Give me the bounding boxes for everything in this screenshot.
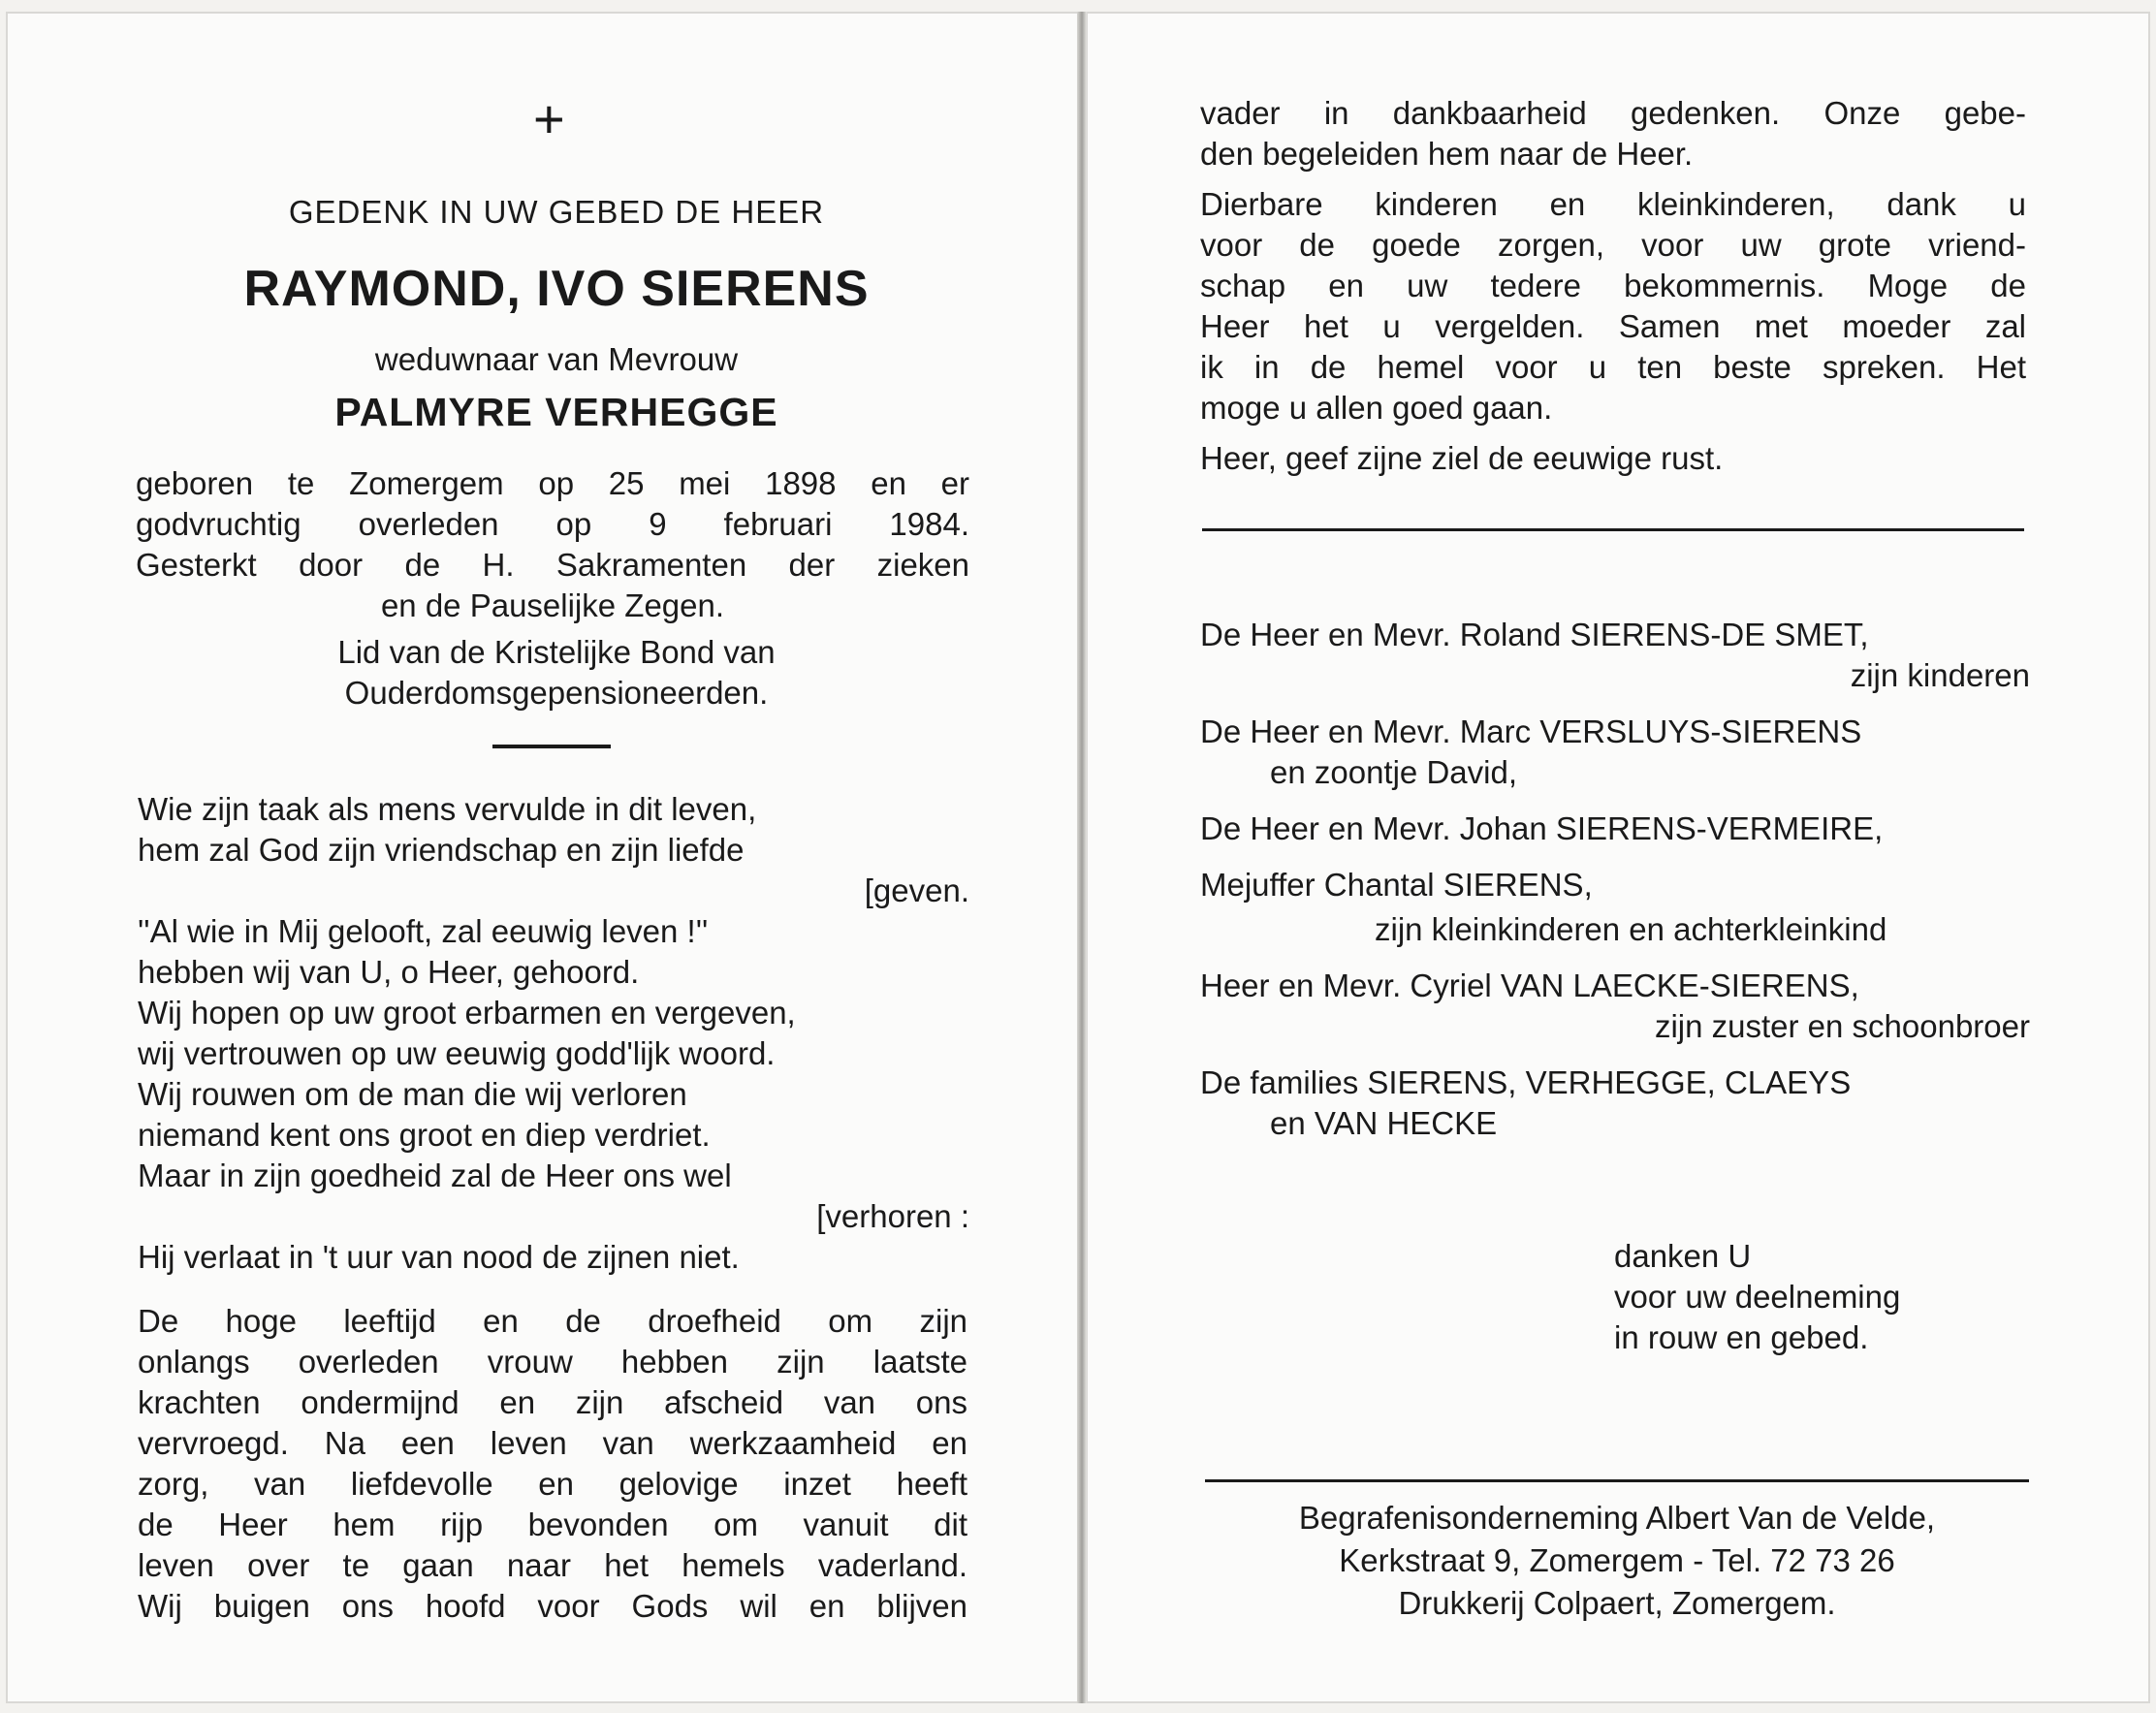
long-divider	[1202, 528, 2024, 531]
eulogy-line: Wij buigen ons hoofd voor Gods wil en blijven	[138, 1588, 967, 1624]
family-relation: zijn kinderen	[1850, 657, 2030, 693]
thanks-line: voor uw deelneming	[1614, 1279, 1901, 1315]
poem-line: [verhoren :	[816, 1198, 969, 1234]
eulogy-continuation	[1200, 93, 2026, 174]
eulogy-line: den begeleiden hem naar de Heer.	[1200, 136, 1694, 172]
birth-line: en de Pauselijke Zegen.	[380, 587, 725, 623]
cross-icon: +	[533, 88, 565, 149]
family-relation: en zoontje David,	[1270, 754, 1517, 790]
widower-line: weduwnaar van Mevrouw	[374, 341, 739, 377]
children-line: ik in de hemel voor u ten beste spreken. Het	[1200, 349, 2026, 385]
eulogy-line: vervroegd. Na een leven van werkzaamheid en	[138, 1425, 967, 1461]
spouse-name: PALMYRE VERHEGGE	[334, 390, 778, 434]
eulogy-line: de Heer hem rijp bevonden om vanuit dit	[138, 1507, 967, 1542]
prayer-line: Heer, geef zijne ziel de eeuwige rust.	[1200, 440, 1724, 476]
family-entry: De Heer en Mevr. Marc VERSLUYS-SIERENS	[1200, 714, 1862, 749]
family-list	[1200, 615, 2030, 1144]
remembrance-heading: GEDENK IN UW GEBED DE HEER	[288, 194, 825, 230]
deceased-name: RAYMOND, IVO SIERENS	[243, 261, 870, 317]
children-line: Dierbare kinderen en kleinkinderen, dank u	[1200, 186, 2026, 222]
birth-line: geboren te Zomergem op 25 mei 1898 en er	[136, 465, 969, 501]
poem-line: niemand kent ons groot en diep verdriet.	[138, 1117, 711, 1153]
family-relation: zijn kleinkinderen en achterkleinkind	[1375, 911, 1887, 947]
eulogy-line: krachten ondermijnd en zijn afscheid van ons	[138, 1384, 967, 1420]
address-line: Kerkstraat 9, Zomergem - Tel. 72 73 26	[1339, 1542, 1895, 1578]
family-entry: De families SIERENS, VERHEGGE, CLAEYS	[1200, 1064, 1852, 1100]
membership-line: Ouderdomsgepensioneerden.	[344, 675, 769, 711]
poem-line: Wij rouwen om de man die wij verloren	[138, 1076, 687, 1112]
eulogy-line: onlangs overleden vrouw hebben zijn laatste	[138, 1344, 967, 1380]
eulogy-line: De hoge leeftijd en de droefheid om zijn	[138, 1303, 967, 1339]
children-line: moge u allen goed gaan.	[1200, 390, 1553, 426]
eulogy-line: vader in dankbaarheid gedenken. Onze gebe-	[1200, 95, 2026, 131]
family-entry: De Heer en Mevr. Roland SIERENS-DE SMET,	[1200, 617, 1869, 652]
undertaker-line: Begrafenisonderneming Albert Van de Velde,	[1298, 1500, 1936, 1536]
poem-line: Wij hopen op uw groot erbarmen en vergeven,	[138, 995, 796, 1031]
short-divider	[492, 745, 611, 748]
poem-line: wij vertrouwen op uw eeuwig godd'lijk woord.	[138, 1035, 776, 1071]
family-relation: zijn zuster en schoonbroer	[1654, 1008, 2030, 1044]
printer-credits	[1181, 1497, 2053, 1625]
poem-line: hebben wij van U, o Heer, gehoord.	[138, 954, 640, 990]
thanks-line: in rouw en gebed.	[1614, 1319, 1869, 1355]
membership-line: Lid van de Kristelijke Bond van	[337, 634, 776, 670]
children-line: Heer het u vergelden. Samen met moeder zal	[1200, 308, 2026, 344]
birth-death-block	[136, 463, 969, 626]
poem-line: Wie zijn taak als mens vervulde in dit leven,	[138, 791, 757, 827]
birth-line: godvruchtig overleden op 9 februari 1984.	[136, 506, 969, 542]
family-relation: en VAN HECKE	[1270, 1105, 1498, 1141]
footer-divider	[1205, 1479, 2029, 1482]
children-line: schap en uw tedere bekommernis. Moge de	[1200, 268, 2026, 303]
poem-line: Hij verlaat in 't uur van nood de zijnen niet.	[138, 1239, 740, 1275]
membership-block	[0, 632, 1113, 714]
birth-line: Gesterkt door de H. Sakramenten der zieken	[136, 547, 969, 583]
poem-line: ''Al wie in Mij gelooft, zal eeuwig leven !''	[138, 913, 709, 949]
children-paragraph	[1200, 184, 2026, 428]
eulogy-paragraph	[138, 1301, 967, 1627]
poem-line: hem zal God zijn vriendschap en zijn liefde	[138, 832, 745, 868]
family-entry: De Heer en Mevr. Johan SIERENS-VERMEIRE,	[1200, 810, 1884, 846]
thanks-block	[1614, 1236, 1900, 1358]
eulogy-line: zorg, van liefdevolle en gelovige inzet heeft	[138, 1466, 967, 1502]
eulogy-line: leven over te gaan naar het hemels vaderland.	[138, 1547, 967, 1583]
family-entry: Heer en Mevr. Cyriel VAN LAECKE-SIERENS,	[1200, 968, 1859, 1003]
prayer-block	[1200, 438, 2026, 479]
poem-line: [geven.	[864, 872, 969, 908]
thanks-line: danken U	[1614, 1238, 1752, 1274]
poem-line: Maar in zijn goedheid zal de Heer ons wel	[138, 1158, 732, 1193]
family-entry: Mejuffer Chantal SIERENS,	[1200, 867, 1593, 903]
children-line: voor de goede zorgen, voor uw grote vriend-	[1200, 227, 2026, 263]
printer-line: Drukkerij Colpaert, Zomergem.	[1398, 1585, 1836, 1621]
poem	[138, 789, 969, 1278]
